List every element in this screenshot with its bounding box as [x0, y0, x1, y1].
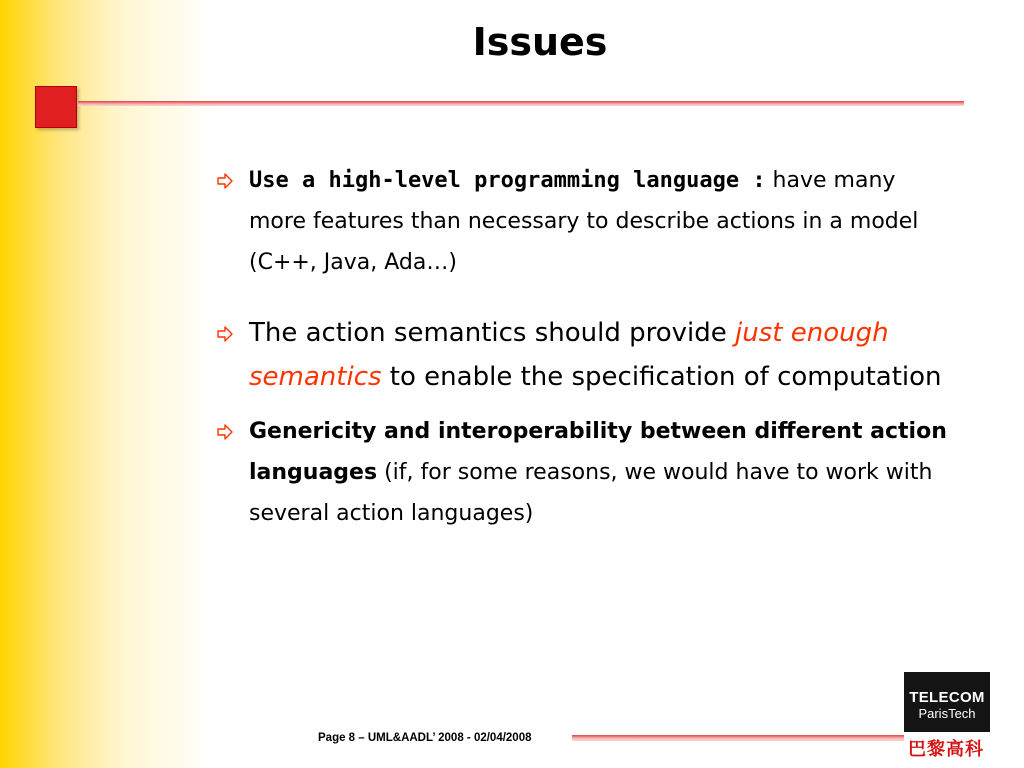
bullet-item	[213, 411, 953, 534]
footer-divider	[572, 735, 904, 741]
title-accent-square	[35, 86, 77, 128]
bullet-item	[213, 311, 953, 399]
logo-mark	[904, 732, 990, 758]
bullet-text: The action semantics should provide	[249, 318, 736, 348]
bullet-text: to enable the specification of computation	[381, 362, 942, 392]
bullet-highlight: just enough semantics	[249, 318, 889, 392]
bullet-lead: Genericity and interoperability between different action languages	[249, 419, 947, 485]
logo-line2: ParisTech	[918, 706, 976, 721]
slide-title: Issues	[472, 20, 608, 64]
telecom-paristech-logo	[904, 672, 990, 758]
arrow-bullet-icon	[216, 172, 234, 190]
title-divider	[78, 101, 964, 106]
bullet-list	[213, 160, 953, 534]
bullet-lead: Use a high-level programming language :	[249, 168, 766, 193]
arrow-bullet-icon	[216, 325, 234, 343]
sidebar-gradient	[0, 0, 215, 768]
bullet-text: (if, for some reasons, we would have to work with several action languages)	[249, 460, 933, 526]
bullet-item	[213, 160, 953, 283]
arrow-bullet-icon	[216, 423, 234, 441]
logo-mark-text: 巴黎高科	[908, 739, 984, 760]
bullet-text: have many more features than necessary to describe actions in a model (C++, Java, Ada…)	[249, 168, 919, 275]
footer-text: Page 8 – UML&AADL’ 2008 - 02/04/2008	[318, 732, 532, 744]
logo-line1: TELECOM	[909, 689, 985, 706]
